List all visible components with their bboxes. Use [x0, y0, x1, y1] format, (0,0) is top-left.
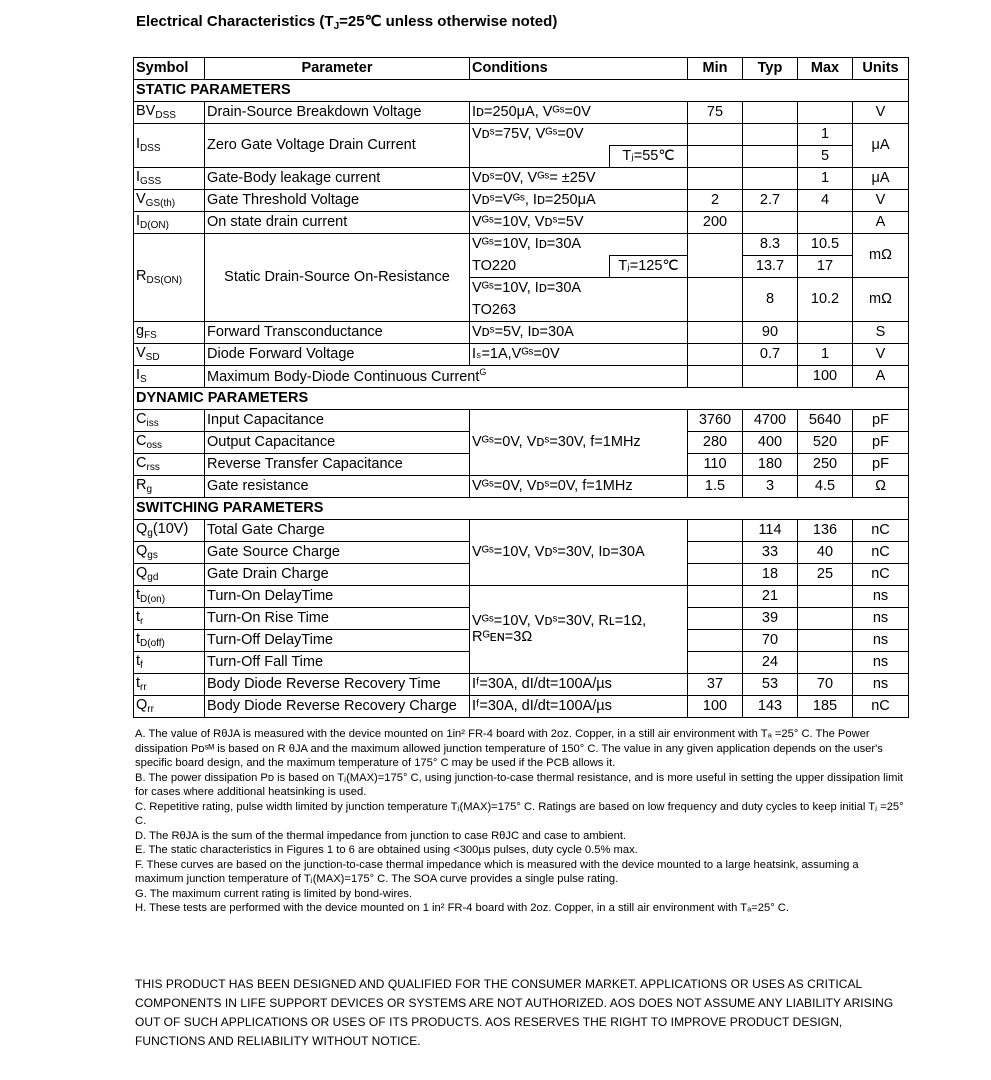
header-typ: Typ	[743, 58, 798, 80]
symbol-cell: $C_{rss}$	[134, 454, 205, 476]
symbol-cell: $C_{oss}$	[134, 432, 205, 454]
typ-cell: 21	[743, 586, 798, 608]
table-row	[134, 212, 909, 234]
condition-cell: Vᴳˢ=0V, Vᴅˢ=0V, f=1MHz	[470, 476, 688, 498]
symbol-cell: $t_r$	[134, 608, 205, 630]
table-row	[134, 168, 909, 190]
disclaimer-line: FUNCTIONS AND RELIABILITY WITHOUT NOTICE.	[135, 1034, 421, 1048]
condition-temp-cell: Tⱼ=55℃	[610, 146, 688, 168]
footnote-c: C. Repetitive rating, pulse width limited by junction temperature Tⱼ(MAX)=175° C. Ratings are based on low frequency and duty cycles to keep initial Tⱼ =25° C.	[135, 800, 904, 827]
typ-cell: 3	[743, 476, 798, 498]
header-conditions: Conditions	[470, 58, 688, 80]
min-cell: 2	[688, 190, 743, 212]
table-row	[134, 322, 909, 344]
max-cell: 10.2	[798, 278, 853, 322]
table-row	[134, 124, 909, 146]
page-title: Electrical Characteristics ($T_J=25℃$ unless otherwise noted)	[136, 13, 558, 32]
symbol-cell: $C_{iss}$	[134, 410, 205, 432]
max-cell: 70	[798, 674, 853, 696]
condition-package-cell: TO220	[470, 256, 610, 278]
table-row	[134, 366, 909, 388]
max-cell: 5	[798, 146, 853, 168]
header-max: Max	[798, 58, 853, 80]
symbol-cell: $t_{D(off)}$	[134, 630, 205, 652]
min-cell: 75	[688, 102, 743, 124]
unit-cell: Ω	[853, 476, 909, 498]
min-cell: 110	[688, 454, 743, 476]
header-symbol: Symbol	[134, 58, 205, 80]
max-cell: 1	[798, 344, 853, 366]
unit-cell: ns	[853, 674, 909, 696]
symbol-cell: $I_{DSS}$	[134, 124, 205, 168]
disclaimer-line: OUT OF SUCH APPLICATIONS OR USES OF ITS PRODUCTS. AOS RESERVES THE RIGHT TO IMPROVE PRODUCT DESIGN,	[135, 1015, 843, 1029]
typ-cell: 400	[743, 432, 798, 454]
footnote-e: E. The static characteristics in Figures 1 to 6 are obtained using <300µs pulses, duty cycle 0.5% max.	[135, 844, 638, 856]
unit-cell: pF	[853, 410, 909, 432]
table-row	[134, 696, 909, 718]
typ-cell: 114	[743, 520, 798, 542]
symbol-cell: $t_f$	[134, 652, 205, 674]
unit-cell: pF	[853, 432, 909, 454]
typ-cell: 2.7	[743, 190, 798, 212]
table-row	[134, 586, 909, 608]
typ-cell: 70	[743, 630, 798, 652]
typ-cell: 24	[743, 652, 798, 674]
max-cell: 17	[798, 256, 853, 278]
symbol-cell: $Q_g(10V)$	[134, 520, 205, 542]
header-units: Units	[853, 58, 909, 80]
max-cell: 100	[798, 366, 853, 388]
condition-cell: Vᴳˢ=0V, Vᴅˢ=30V, f=1MHz	[470, 410, 688, 476]
typ-cell: 8.3	[743, 234, 798, 256]
max-cell: 1	[798, 124, 853, 146]
parameter-cell: Body Diode Reverse Recovery Time	[205, 674, 470, 696]
section-static: STATIC PARAMETERS	[134, 80, 909, 102]
typ-cell: 33	[743, 542, 798, 564]
unit-cell: nC	[853, 564, 909, 586]
max-cell: 25	[798, 564, 853, 586]
unit-cell: nC	[853, 542, 909, 564]
condition-cell: Vᴳˢ=10V, Iᴅ=30A	[470, 234, 688, 256]
parameter-cell: Turn-Off Fall Time	[205, 652, 470, 674]
unit-cell: mΩ	[853, 278, 909, 322]
typ-cell: 180	[743, 454, 798, 476]
condition-cell: Vᴳˢ=10V, Iᴅ=30A	[470, 278, 688, 300]
symbol-cell: $R_{DS(ON)}$	[134, 234, 205, 322]
header-min: Min	[688, 58, 743, 80]
table-row	[134, 102, 909, 124]
parameter-cell: Body Diode Reverse Recovery Charge	[205, 696, 470, 718]
condition-cell: Iᴅ=250μA, Vᴳˢ=0V	[470, 102, 688, 124]
table-row	[134, 190, 909, 212]
min-cell: 37	[688, 674, 743, 696]
max-cell: 10.5	[798, 234, 853, 256]
section-switching: SWITCHING PARAMETERS	[134, 498, 909, 520]
typ-cell: 0.7	[743, 344, 798, 366]
condition-cell: Vᴅˢ=75V, Vᴳˢ=0V	[470, 124, 688, 146]
unit-cell: ns	[853, 586, 909, 608]
table-row	[134, 674, 909, 696]
unit-cell: A	[853, 366, 909, 388]
parameter-cell: On state drain current	[205, 212, 470, 234]
typ-cell: 13.7	[743, 256, 798, 278]
symbol-cell: $t_{D(on)}$	[134, 586, 205, 608]
unit-cell: ns	[853, 608, 909, 630]
max-cell: 40	[798, 542, 853, 564]
parameter-cell: Turn-Off DelayTime	[205, 630, 470, 652]
table-row	[134, 234, 909, 256]
table-header-row	[134, 58, 909, 80]
parameter-cell: Gate-Body leakage current	[205, 168, 470, 190]
footnote-g: G. The maximum current rating is limited by bond-wires.	[135, 887, 413, 900]
table-row	[134, 476, 909, 498]
unit-cell: A	[853, 212, 909, 234]
footnotes	[135, 727, 910, 916]
parameter-cell: Static Drain-Source On-Resistance	[205, 234, 470, 322]
typ-cell: 90	[743, 322, 798, 344]
parameter-cell: Turn-On DelayTime	[205, 586, 470, 608]
parameter-cell: Reverse Transfer Capacitance	[205, 454, 470, 476]
disclaimer	[135, 975, 895, 1051]
typ-cell: 8	[743, 278, 798, 322]
condition-temp-cell: Tⱼ=125℃	[610, 256, 688, 278]
symbol-cell: $Q_{gs}$	[134, 542, 205, 564]
min-cell: 200	[688, 212, 743, 234]
symbol-cell: $I_{D(ON)}$	[134, 212, 205, 234]
footnote-d: D. The RθJA is the sum of the thermal impedance from junction to case RθJC and case to ambient.	[135, 829, 627, 842]
typ-cell: 39	[743, 608, 798, 630]
footnote-b: B. The power dissipation Pᴅ is based on Tⱼ(MAX)=175° C, using junction-to-case thermal resistance, and is more useful in setting the upper dissipation limit for cases where additional heatsinking is used.	[135, 771, 904, 798]
condition-cell: Vᴅˢ=Vᴳˢ, Iᴅ=250μA	[470, 190, 688, 212]
symbol-cell: $V_{GS(th)}$	[134, 190, 205, 212]
symbol-cell: $R_g$	[134, 476, 205, 498]
parameter-cell: Gate Source Charge	[205, 542, 470, 564]
electrical-characteristics-table	[133, 57, 909, 718]
unit-cell: nC	[853, 520, 909, 542]
max-cell: 4	[798, 190, 853, 212]
condition-cell: Iᶠ=30A, dI/dt=100A/µs	[470, 674, 688, 696]
disclaimer-line: THIS PRODUCT HAS BEEN DESIGNED AND QUALIFIED FOR THE CONSUMER MARKET. APPLICATIONS OR USES AS CRITICAL	[135, 977, 863, 991]
max-cell: 4.5	[798, 476, 853, 498]
section-dynamic: DYNAMIC PARAMETERS	[134, 388, 909, 410]
parameter-cell: Zero Gate Voltage Drain Current	[205, 124, 470, 168]
condition-cell: Iₛ=1A,Vᴳˢ=0V	[470, 344, 688, 366]
typ-cell: 18	[743, 564, 798, 586]
parameter-cell: Diode Forward Voltage	[205, 344, 470, 366]
footnote-a: A. The value of RθJA is measured with the device mounted on 1in² FR-4 board with 2oz. Copper, in a still air environment with Tₐ =25° C. The Power dissipation Pᴅˢᴹ is based on R θJA and the maximum allowed junction temperature of 150° C. The value in any given application depends on the user's specific board design, and the maximum temperature of 175° C may be used if the PCB allows it.	[135, 728, 883, 769]
parameter-cell: Output Capacitance	[205, 432, 470, 454]
max-cell: 250	[798, 454, 853, 476]
table-row	[134, 410, 909, 432]
unit-cell: mΩ	[853, 234, 909, 278]
condition-cell: Vᴅˢ=5V, Iᴅ=30A	[470, 322, 688, 344]
max-cell: 5640	[798, 410, 853, 432]
parameter-cell: Turn-On Rise Time	[205, 608, 470, 630]
symbol-cell: $g_{FS}$	[134, 322, 205, 344]
unit-cell: μA	[853, 124, 909, 168]
unit-cell: μA	[853, 168, 909, 190]
table-row	[134, 520, 909, 542]
typ-cell: 143	[743, 696, 798, 718]
unit-cell: V	[853, 344, 909, 366]
condition-cell: Vᴳˢ=10V, Vᴅˢ=5V	[470, 212, 688, 234]
min-cell: 1.5	[688, 476, 743, 498]
max-cell: 1	[798, 168, 853, 190]
unit-cell: pF	[853, 454, 909, 476]
symbol-cell: $I_{GSS}$	[134, 168, 205, 190]
parameter-cell: Input Capacitance	[205, 410, 470, 432]
footnote-f: F. These curves are based on the junction-to-case thermal impedance which is measured with the device mounted to a large heatsink, assuming a maximum junction temperature of Tⱼ(MAX)=175° C. The SOA curve provides a single pulse rating.	[135, 858, 859, 885]
unit-cell: V	[853, 102, 909, 124]
symbol-cell: $V_{SD}$	[134, 344, 205, 366]
parameter-cell: Maximum Body-Diode Continuous Current$^G$	[205, 366, 688, 388]
typ-cell: 53	[743, 674, 798, 696]
symbol-cell: $I_S$	[134, 366, 205, 388]
symbol-cell: $t_{rr}$	[134, 674, 205, 696]
typ-cell: 4700	[743, 410, 798, 432]
condition-cell: Vᴳˢ=10V, Vᴅˢ=30V, Iᴅ=30A	[470, 520, 688, 586]
symbol-cell: $Q_{gd}$	[134, 564, 205, 586]
symbol-cell: $Q_{rr}$	[134, 696, 205, 718]
footnote-h: H. These tests are performed with the device mounted on 1 in² FR-4 board with 2oz. Copper, in a still air environment with Tₐ=25° C.	[135, 902, 789, 914]
unit-cell: S	[853, 322, 909, 344]
disclaimer-line: COMPONENTS IN LIFE SUPPORT DEVICES OR SYSTEMS ARE NOT AUTHORIZED. AOS DOES NOT ASSUME ANY LIABILITY ARISING	[135, 996, 894, 1010]
unit-cell: nC	[853, 696, 909, 718]
condition-cell: Iᶠ=30A, dI/dt=100A/µs	[470, 696, 688, 718]
parameter-cell: Total Gate Charge	[205, 520, 470, 542]
max-cell: 185	[798, 696, 853, 718]
table-row	[134, 344, 909, 366]
min-cell: 100	[688, 696, 743, 718]
parameter-cell: Gate resistance	[205, 476, 470, 498]
min-cell: 3760	[688, 410, 743, 432]
condition-cell: Vᴅˢ=0V, Vᴳˢ= ±25V	[470, 168, 688, 190]
condition-cell: Vᴳˢ=10V, Vᴅˢ=30V, Rʟ=1Ω, Rᴳᴇɴ=3Ω	[470, 586, 688, 674]
max-cell	[798, 102, 853, 124]
unit-cell: ns	[853, 630, 909, 652]
max-cell: 520	[798, 432, 853, 454]
max-cell: 136	[798, 520, 853, 542]
unit-cell: ns	[853, 652, 909, 674]
parameter-cell: Drain-Source Breakdown Voltage	[205, 102, 470, 124]
typ-cell	[743, 102, 798, 124]
header-parameter: Parameter	[205, 58, 470, 80]
parameter-cell: Gate Threshold Voltage	[205, 190, 470, 212]
parameter-cell: Gate Drain Charge	[205, 564, 470, 586]
parameter-cell: Forward Transconductance	[205, 322, 470, 344]
unit-cell: V	[853, 190, 909, 212]
min-cell: 280	[688, 432, 743, 454]
symbol-cell: $BV_{DSS}$	[134, 102, 205, 124]
condition-package-cell: TO263	[470, 300, 688, 322]
